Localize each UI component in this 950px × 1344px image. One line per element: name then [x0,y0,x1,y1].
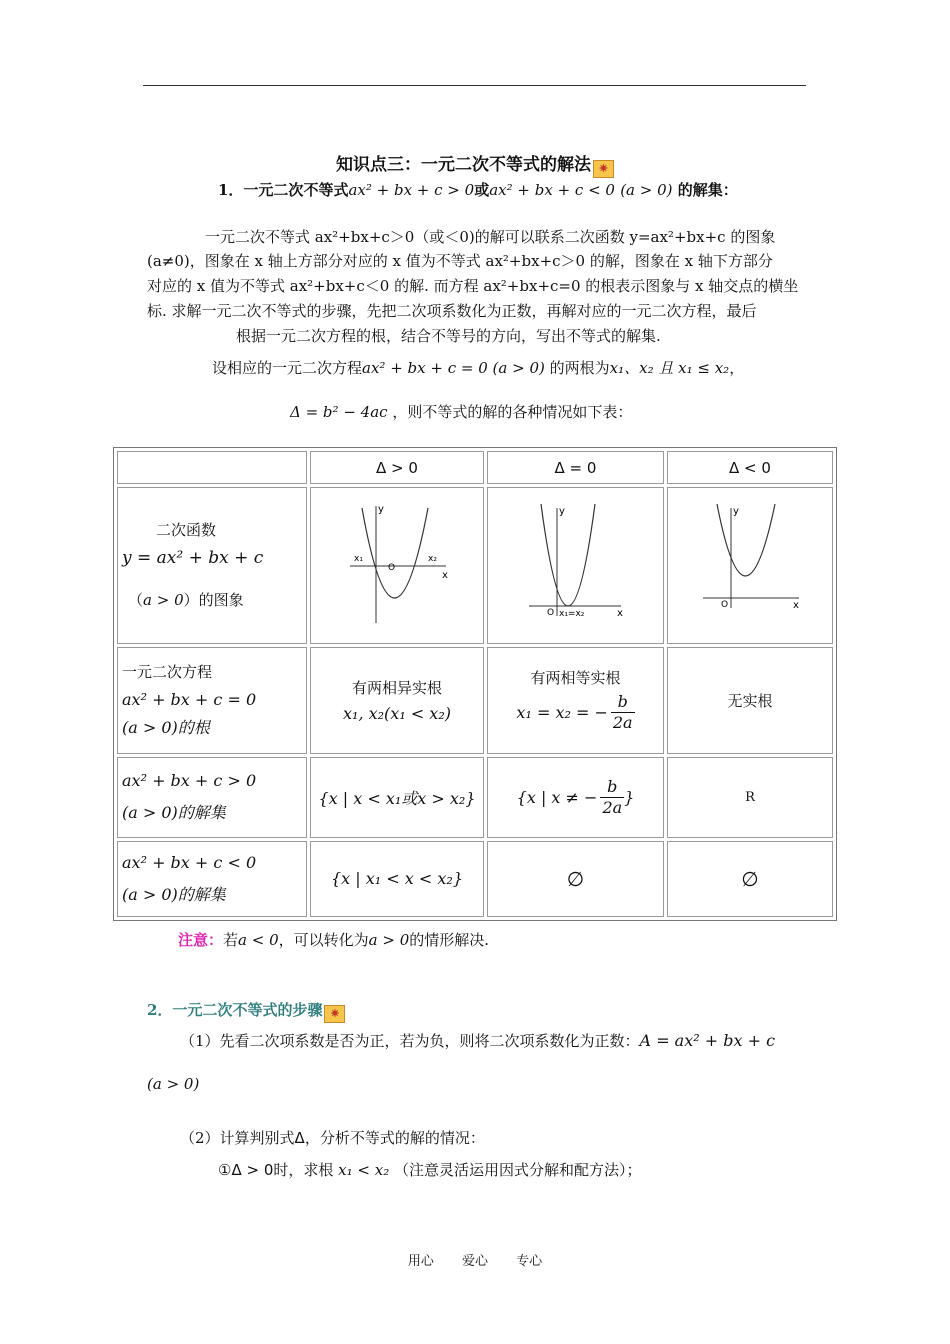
roots-delta-zero: 有两相等实根 x₁ = x₂ = − $\frac{b}{2a}$ [487,647,664,754]
para-line-1: 一元二次不等式 ax²+bx+c＞0（或＜0)的解可以联系二次函数 y=ax²+bx+c 的图象 [205,228,776,246]
parabola-curve [717,504,775,576]
header-delta-zero: Δ = 0 [487,451,664,484]
star-icon: ✷ [593,160,614,178]
parabola-curve [362,508,428,598]
lt-delta-zero: ∅ [487,841,664,917]
gt-delta-neg: R [667,757,833,837]
x1-label: x₁ [354,554,363,565]
para-line-4: 标. 求解一元二次不等式的步骤，先把二次项系数化为正数，再解对应的一元二次方程，最后 [147,302,757,320]
origin-label: O [546,608,554,619]
page-footer: 用心 爱心 专心 [407,1254,543,1269]
x-label: x [616,608,623,620]
table-row-gt [117,757,833,837]
section-title: 知识点三：一元二次不等式的解法 ✷ [0,150,950,178]
note-line: 注意：若a < 0，可以转化为a > 0的情形解决. [178,931,490,949]
y-label: y [378,504,384,516]
delta-line: Δ = b² − 4ac ，则不等式的解的各种情况如下表： [290,403,633,421]
x-label: x [793,600,799,612]
roots-delta-pos: 有两相异实根 x₁, x₂(x₁ < x₂) [310,647,484,754]
lt-delta-pos: {x | x₁ < x < x₂} [310,841,484,917]
header-delta-neg: Δ < 0 [667,451,833,484]
header-empty [117,451,307,484]
graph-delta-zero [487,487,664,644]
header-delta-pos: Δ > 0 [310,451,484,484]
lt-delta-neg: ∅ [667,841,833,917]
x2-label: x₂ [428,554,437,565]
origin-label: O [388,563,396,574]
para-line-2: (a≠0)，图象在 x 轴上方部分对应的 x 值为不等式 ax²+bx+c＞0 的解，图象在 x 轴下方部分 [147,252,773,270]
section2-title: 2．一元二次不等式的步骤 ✷ [147,998,345,1023]
roots-line: 设相应的一元二次方程ax² + bx + c = 0 (a > 0) 的两根为x₁、x₂ 且 x₁ ≤ x₂， [212,359,745,377]
parabola-no-root [695,498,805,628]
step1-cond: (a > 0) [147,1075,200,1093]
step1-line: （1）先看二次项系数是否为正，若为负，则将二次项系数化为正数：A = ax² + bx + c [180,1031,776,1050]
graph-delta-neg [667,487,833,644]
gt-delta-pos: {x | x < x₁或x > x₂} [310,757,484,837]
para-line-5: 根据一元二次方程的根，结合不等号的方向，写出不等式的解集. [236,327,661,345]
x1-x2-label: x₁=x₂ [558,609,584,620]
y-label: y [558,506,565,518]
row-graph-label: 二次函数 y = ax² + bx + c （a > 0）的图象 [117,487,307,644]
row-gt-label: ax² + bx + c > 0 (a > 0)的解集 [117,757,307,837]
step2-line: （2）计算判别式Δ，分析不等式的解的情况： [180,1129,485,1147]
x-label: x [442,570,448,582]
table-row-roots [117,647,833,754]
step2-1-line: ①Δ > 0时，求根 x₁ < x₂ （注意灵活运用因式分解和配方法）； [218,1161,642,1179]
parabola-one-root [521,498,631,628]
roots-delta-neg: 无实根 [667,647,833,754]
row-lt-label: ax² + bx + c < 0 (a > 0)的解集 [117,841,307,917]
parabola-curve [541,504,595,606]
table-row-graph [117,487,833,644]
y-label: y [733,506,739,518]
header-rule [143,85,806,86]
table-row-lt [117,841,833,917]
graph-delta-pos [310,487,484,644]
para-line-3: 对应的 x 值为不等式 ax²+bx+c＜0 的解. 而方程 ax²+bx+c=0 的根表示图象与 x 轴交点的横坐 [147,277,799,295]
parabola-two-roots [342,498,452,628]
solution-table [113,447,837,921]
table-header-row [117,451,833,484]
origin-label: O [721,600,729,611]
row-roots-label: 一元二次方程 ax² + bx + c = 0 (a > 0)的根 [117,647,307,754]
gt-delta-zero: {x | x ≠ − $\frac{b}{2a}$ } [487,757,664,837]
star-icon: ✷ [324,1005,345,1023]
heading-1: 1．一元二次不等式ax² + bx + c > 0或ax² + bx + c < 0 (a > 0) 的解集： [218,181,738,199]
